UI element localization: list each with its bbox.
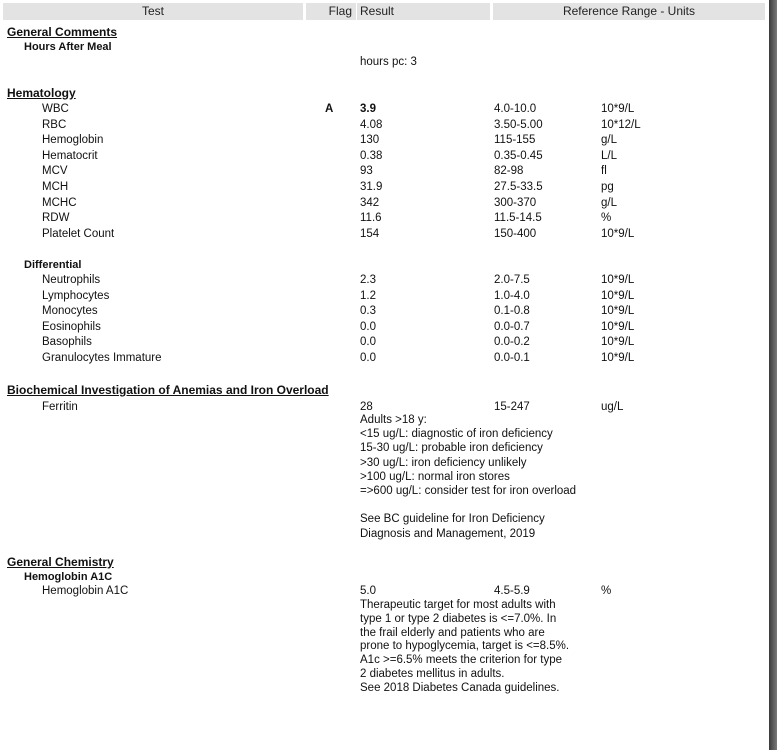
hematology-test-name: Hematocrit (42, 150, 98, 162)
hematology-range: 0.35-0.45 (494, 150, 543, 162)
hematology-test-name: RBC (42, 119, 67, 131)
differential-units: 10*9/L (601, 336, 635, 348)
hematology-result: 4.08 (360, 119, 383, 131)
a1c-note-line: A1c >=6.5% meets the criterion for type (360, 654, 562, 666)
hematology-units: g/L (601, 134, 617, 146)
hematology-test-name: MCHC (42, 197, 77, 209)
ferritin-note-line: <15 ug/L: diagnostic of iron deficiency (360, 428, 553, 440)
subsection-differential: Differential (24, 259, 82, 271)
ferritin-note-line: 15-30 ug/L: probable iron deficiency (360, 442, 543, 454)
ferritin-note-line: Adults >18 y: (360, 414, 427, 426)
hematology-range: 4.0-10.0 (494, 103, 537, 115)
a1c-note-line: 2 diabetes mellitus in adults. (360, 668, 505, 680)
differential-result: 0.3 (360, 305, 376, 317)
hematology-units: fl (601, 165, 607, 177)
differential-result: 1.2 (360, 290, 376, 302)
section-general-chemistry: General Chemistry (7, 555, 114, 569)
col-header-flag (306, 3, 356, 20)
hematology-units: pg (601, 181, 614, 193)
hematology-result: 93 (360, 165, 373, 177)
hematology-units: 10*9/L (601, 228, 635, 240)
subsection-hours-after-meal: Hours After Meal (24, 41, 112, 53)
a1c-note-line: type 1 or type 2 diabetes is <=7.0%. In (360, 613, 557, 625)
hematology-result: 3.9 (360, 103, 376, 115)
ferritin-note-line: See BC guideline for Iron Deficiency (360, 513, 545, 525)
hematology-test-name: MCH (42, 181, 69, 193)
a1c-test: Hemoglobin A1C (42, 585, 129, 597)
hematology-result: 130 (360, 134, 380, 146)
hematology-test-name: Platelet Count (42, 228, 115, 240)
ferritin-range: 15-247 (494, 401, 530, 413)
hematology-result: 154 (360, 228, 380, 240)
hematology-range: 3.50-5.00 (494, 119, 543, 131)
ferritin-test: Ferritin (42, 401, 78, 413)
hematology-units: g/L (601, 197, 617, 209)
col-header-test-label: Test (141, 4, 164, 18)
hematology-units: L/L (601, 150, 617, 162)
ferritin-note-line: >100 ug/L: normal iron stores (360, 471, 510, 483)
differential-test-name: Monocytes (42, 305, 98, 317)
hematology-range: 11.5-14.5 (494, 212, 542, 224)
hematology-result: 11.6 (360, 212, 382, 224)
differential-range: 0.0-0.7 (494, 321, 530, 333)
a1c-note-line: See 2018 Diabetes Canada guidelines. (360, 682, 560, 694)
a1c-range: 4.5-5.9 (494, 585, 530, 597)
ferritin-result: 28 (360, 401, 373, 413)
differential-units: 10*9/L (601, 305, 635, 317)
hematology-test-name: Hemoglobin (42, 134, 104, 146)
differential-result: 0.0 (360, 352, 376, 364)
differential-test-name: Lymphocytes (42, 290, 110, 302)
hematology-test-name: WBC (42, 103, 69, 115)
hematology-units: % (601, 212, 612, 224)
section-iron: Biochemical Investigation of Anemias and Iron Overload (7, 383, 329, 397)
hours-after-meal-result: hours pc: 3 (360, 56, 417, 68)
differential-units: 10*9/L (601, 290, 635, 302)
subsection-hemoglobin-a1c: Hemoglobin A1C (24, 571, 113, 583)
hematology-range: 150-400 (494, 228, 537, 240)
col-header-result-label: Result (360, 4, 395, 18)
hematology-range: 27.5-33.5 (494, 181, 543, 193)
differential-result: 0.0 (360, 336, 376, 348)
differential-test-name: Granulocytes Immature (42, 352, 162, 364)
hematology-range: 115-155 (494, 134, 536, 146)
section-general-comments: General Comments (7, 25, 118, 39)
a1c-note-line: Therapeutic target for most adults with (360, 599, 556, 611)
hematology-result: 31.9 (360, 181, 383, 193)
col-header-test (3, 3, 303, 20)
col-header-range-label: Reference Range - Units (562, 4, 696, 18)
differential-result: 2.3 (360, 274, 376, 286)
differential-range: 0.1-0.8 (494, 305, 530, 317)
differential-result: 0.0 (360, 321, 376, 333)
differential-units: 10*9/L (601, 274, 635, 286)
page-shadow (769, 0, 777, 750)
differential-test-name: Neutrophils (42, 274, 101, 286)
ferritin-units: ug/L (601, 401, 624, 413)
section-hematology: Hematology (7, 86, 76, 100)
abnormal-flag: A (325, 103, 334, 115)
hematology-result: 342 (360, 197, 380, 209)
col-header-result (357, 3, 490, 20)
a1c-result: 5.0 (360, 585, 376, 597)
col-header-range (493, 3, 765, 20)
a1c-note-line: the frail elderly and patients who are (360, 627, 545, 639)
ferritin-note-line: Diagnosis and Management, 2019 (360, 528, 536, 540)
hematology-units: 10*12/L (601, 119, 641, 131)
differential-range: 0.0-0.1 (494, 352, 530, 364)
col-header-flag-label: Flag (328, 4, 352, 18)
differential-units: 10*9/L (601, 352, 635, 364)
a1c-note-line: prone to hypoglycemia, target is <=8.5%. (360, 640, 570, 652)
differential-test-name: Eosinophils (42, 321, 101, 333)
hematology-test-name: MCV (42, 165, 68, 177)
hematology-result: 0.38 (360, 150, 383, 162)
hematology-test-name: RDW (42, 212, 70, 224)
differential-range: 2.0-7.5 (494, 274, 530, 286)
differential-units: 10*9/L (601, 321, 635, 333)
hematology-units: 10*9/L (601, 103, 635, 115)
differential-range: 0.0-0.2 (494, 336, 530, 348)
a1c-units: % (601, 585, 612, 597)
ferritin-note-line: >30 ug/L: iron deficiency unlikely (360, 457, 527, 469)
hematology-range: 300-370 (494, 197, 537, 209)
hematology-range: 82-98 (494, 165, 524, 177)
differential-test-name: Basophils (42, 336, 92, 348)
ferritin-note-line: =>600 ug/L: consider test for iron overload (360, 485, 577, 497)
differential-range: 1.0-4.0 (494, 290, 530, 302)
